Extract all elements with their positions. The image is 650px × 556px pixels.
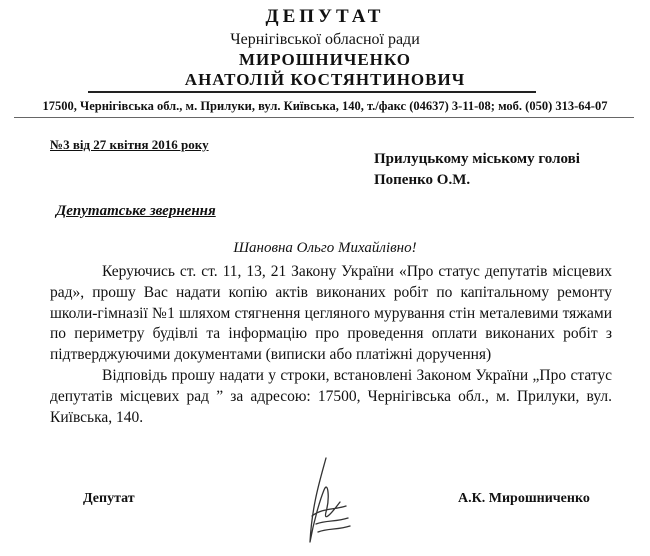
letterhead-divider	[88, 91, 536, 93]
document-heading: Депутатське звернення	[56, 203, 216, 219]
recipient-name: Попенко О.М.	[374, 172, 471, 188]
recipient-title: Прилуцькому міському голові	[374, 151, 580, 167]
letter-body	[50, 262, 612, 428]
handwritten-signature-icon	[290, 450, 370, 550]
letter-number: №3 від 27 квітня 2016 року	[50, 137, 209, 152]
signer-role: Депутат	[83, 491, 135, 506]
address-underline	[14, 117, 634, 118]
salutation: Шановна Ольго Михайлівно!	[233, 240, 417, 256]
letterhead-surname: МИРОШНИЧЕНКО	[238, 50, 412, 69]
letterhead-council: Чернігівської обласної ради	[230, 31, 420, 48]
signer-name: А.К. Мирошниченко	[458, 491, 590, 506]
letterhead-address: 17500, Чернігівська обл., м. Прилуки, вул. Київська, 140, т./факс (04637) 3-11-08; моб. (050) 313-64-07	[42, 99, 608, 113]
letterhead-name: АНАТОЛІЙ КОСТЯНТИНОВИЧ	[184, 70, 466, 89]
letterhead-title: ДЕПУТАТ	[265, 6, 385, 27]
body-paragraph-request: Керуючись ст. ст. 11, 13, 21 Закону України «Про статус депутатів місцевих рад», прошу Вас надати копію актів виконаних робіт по капітальному ремонту школи-гімназії №1 шляхом стягнення цегляного мурування стін металевими тяжами по периметру будівлі та інформацію про проведення оплати виконаних робіт з підтверджуючими документами (виписки або платіжні доручення)	[50, 263, 612, 364]
body-paragraph-response: Відповідь прошу надати у строки, встановлені Законом України „Про статус депутатів місцевих рад ” за адресою: 17500, Чернігівська обл., м. Прилуки, вул. Київська, 140.	[50, 366, 612, 426]
